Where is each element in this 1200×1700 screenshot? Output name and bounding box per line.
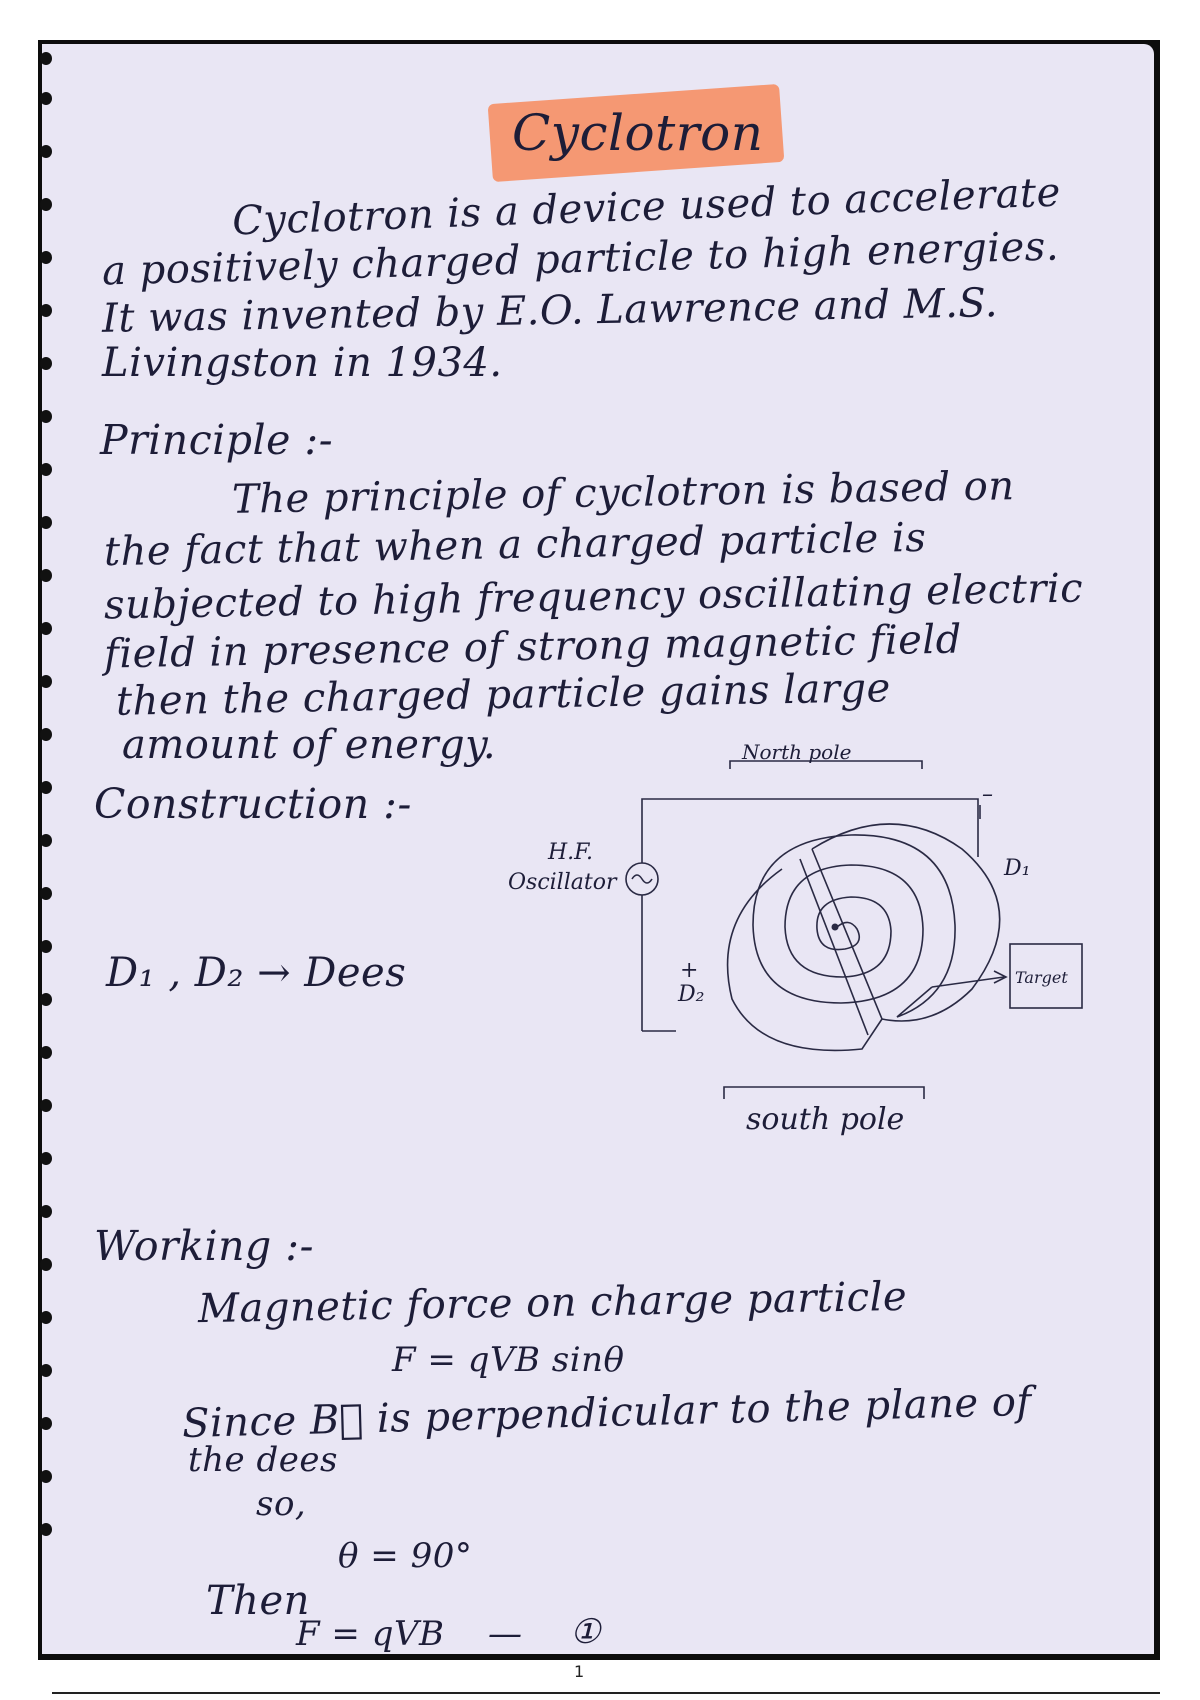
binding-ring xyxy=(40,887,52,900)
formula-dash: — xyxy=(488,1614,523,1654)
binding-ring xyxy=(40,1099,52,1112)
binding-ring xyxy=(40,675,52,688)
binding-ring xyxy=(40,1205,52,1218)
equation-number: ① xyxy=(570,1612,601,1652)
cyclotron-diagram xyxy=(508,740,1132,1229)
particle-spiral-path xyxy=(753,835,955,1017)
intro-line-1: Cyclotron is a device used to accelerate xyxy=(231,169,1062,245)
target-label: Target xyxy=(1015,968,1068,987)
formula-general: F = qVB sinθ xyxy=(392,1340,625,1380)
binding-ring xyxy=(40,1470,52,1483)
page-number: 1 xyxy=(574,1662,585,1681)
intro-line-4: Livingston in 1934. xyxy=(102,340,503,386)
binding-ring xyxy=(40,92,52,105)
dees-note: D₁ , D₂ → Dees xyxy=(106,950,407,996)
binding-ring xyxy=(40,993,52,1006)
binding-ring xyxy=(40,781,52,794)
dee-d2 xyxy=(728,869,882,1050)
formula-theta: θ = 90° xyxy=(338,1536,473,1576)
binding-ring xyxy=(40,1258,52,1271)
north-pole-label: North pole xyxy=(742,740,852,764)
binding-ring xyxy=(40,251,52,264)
dee-gap-line xyxy=(800,859,868,1035)
binding-ring xyxy=(40,52,52,65)
binding-ring xyxy=(40,1152,52,1165)
intro-line-3: It was invented by E.O. Lawrence and M.S. xyxy=(101,280,999,342)
binding-ring xyxy=(40,1311,52,1324)
principle-line-4: field in presence of strong magnetic field xyxy=(103,616,963,678)
working-heading: Working :- xyxy=(94,1222,314,1270)
principle-heading: Principle :- xyxy=(100,416,334,464)
intro-line-2: a positively charged particle to high energies. xyxy=(101,223,1060,295)
binding-ring xyxy=(40,728,52,741)
binding-ring xyxy=(40,940,52,953)
binding-ring xyxy=(40,834,52,847)
oscillator-label-2: Oscillator xyxy=(508,870,617,895)
binding-ring xyxy=(40,198,52,211)
binding-ring xyxy=(40,145,52,158)
principle-line-2: the fact that when a charged particle is xyxy=(103,514,927,576)
d1-minus-sign: – xyxy=(982,782,993,807)
d2-plus-sign: + xyxy=(680,958,699,983)
d1-label: D₁ xyxy=(1004,856,1031,881)
working-line-1: Magnetic force on charge particle xyxy=(197,1273,908,1333)
formula-final: F = qVB xyxy=(296,1614,445,1654)
working-line-5: so, xyxy=(256,1484,307,1524)
binding-ring xyxy=(40,1417,52,1430)
binding-ring xyxy=(40,622,52,635)
principle-line-6: amount of energy. xyxy=(122,722,497,768)
dee-d1 xyxy=(812,824,1000,1021)
working-line-3: Since B⃗ is perpendicular to the plane of xyxy=(181,1378,1033,1448)
binding-ring xyxy=(40,463,52,476)
principle-line-5: then the charged particle gains large xyxy=(115,665,892,725)
binding-ring xyxy=(40,1046,52,1059)
binding-ring xyxy=(40,357,52,370)
principle-line-1: The principle of cyclotron is based on xyxy=(231,463,1015,523)
bottom-rule xyxy=(52,1692,1160,1694)
construction-heading: Construction :- xyxy=(94,780,412,828)
binding-ring xyxy=(40,410,52,423)
d2-label: D₂ xyxy=(678,982,705,1007)
dee-d1-edge xyxy=(812,849,882,1019)
working-line-7: Then xyxy=(206,1578,310,1624)
notebook-page xyxy=(42,44,1154,1654)
ion-source-dot xyxy=(832,924,839,931)
binding-ring xyxy=(40,1523,52,1536)
binding-ring xyxy=(40,569,52,582)
oscillator-label-1: H.F. xyxy=(548,840,594,865)
binding-ring xyxy=(40,516,52,529)
south-pole-label: south pole xyxy=(746,1102,905,1137)
page-title: Cyclotron xyxy=(512,104,764,162)
binding-ring xyxy=(40,304,52,317)
south-pole-bracket xyxy=(724,1087,924,1099)
principle-line-3: subjected to high frequency oscillating electric xyxy=(103,565,1084,629)
working-line-4: the dees xyxy=(188,1440,338,1480)
binding-ring xyxy=(40,1364,52,1377)
